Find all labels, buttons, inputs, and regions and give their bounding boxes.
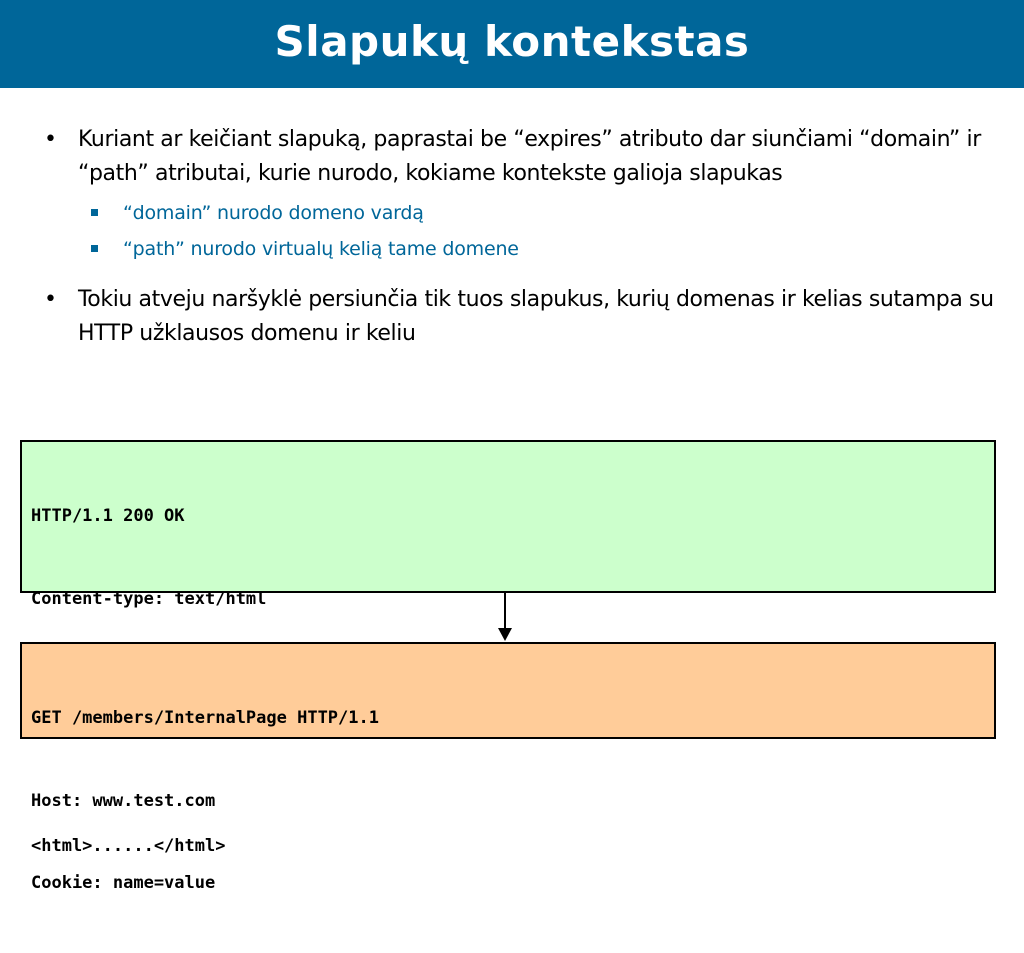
- response-body-line: <html>......</html>: [31, 836, 226, 856]
- bullet-text: Kuriant ar keičiant slapuką, paprastai be “expires” atributo dar siunčiami “domain” ir “path” atributai, kurie nurodo, kokiame kontekste galioja slapukas: [78, 127, 981, 186]
- request-line: GET /members/InternalPage HTTP/1.1: [31, 708, 379, 728]
- sub-bullet-list: [0, 195, 1024, 267]
- square-bullet-icon: [91, 245, 98, 252]
- response-status-line: HTTP/1.1 200 OK: [31, 506, 185, 526]
- request-cookie-line: Cookie: name=value: [31, 873, 216, 893]
- request-host-line: Host: www.test.com: [31, 790, 216, 811]
- sub-bullet-text: “domain” nurodo domeno vardą: [123, 202, 424, 224]
- sub-bullet-item: [0, 195, 1024, 231]
- bullet-dot-icon: •: [44, 127, 57, 152]
- arrow-down-icon: [497, 593, 513, 642]
- response-content-type-line: Content-type: text/html: [31, 588, 267, 609]
- bullet-dot-icon: •: [44, 287, 57, 312]
- sub-bullet-item: [0, 231, 1024, 267]
- sub-bullet-text: “path” nurodo virtualų kelią tame domene: [123, 238, 519, 260]
- title-bar: [0, 0, 1024, 88]
- bullet-list: [0, 120, 1024, 351]
- bullet-text: Tokiu atveju naršyklė persiunčia tik tuos slapukus, kurių domenas ir kelias sutampa su HTTP užklausos domenu ir keliu: [78, 287, 994, 346]
- slide-title: Slapukų kontekstas: [274, 17, 750, 66]
- bullet-item: [0, 283, 1024, 351]
- square-bullet-icon: [91, 209, 98, 216]
- bullet-item: [0, 123, 1024, 191]
